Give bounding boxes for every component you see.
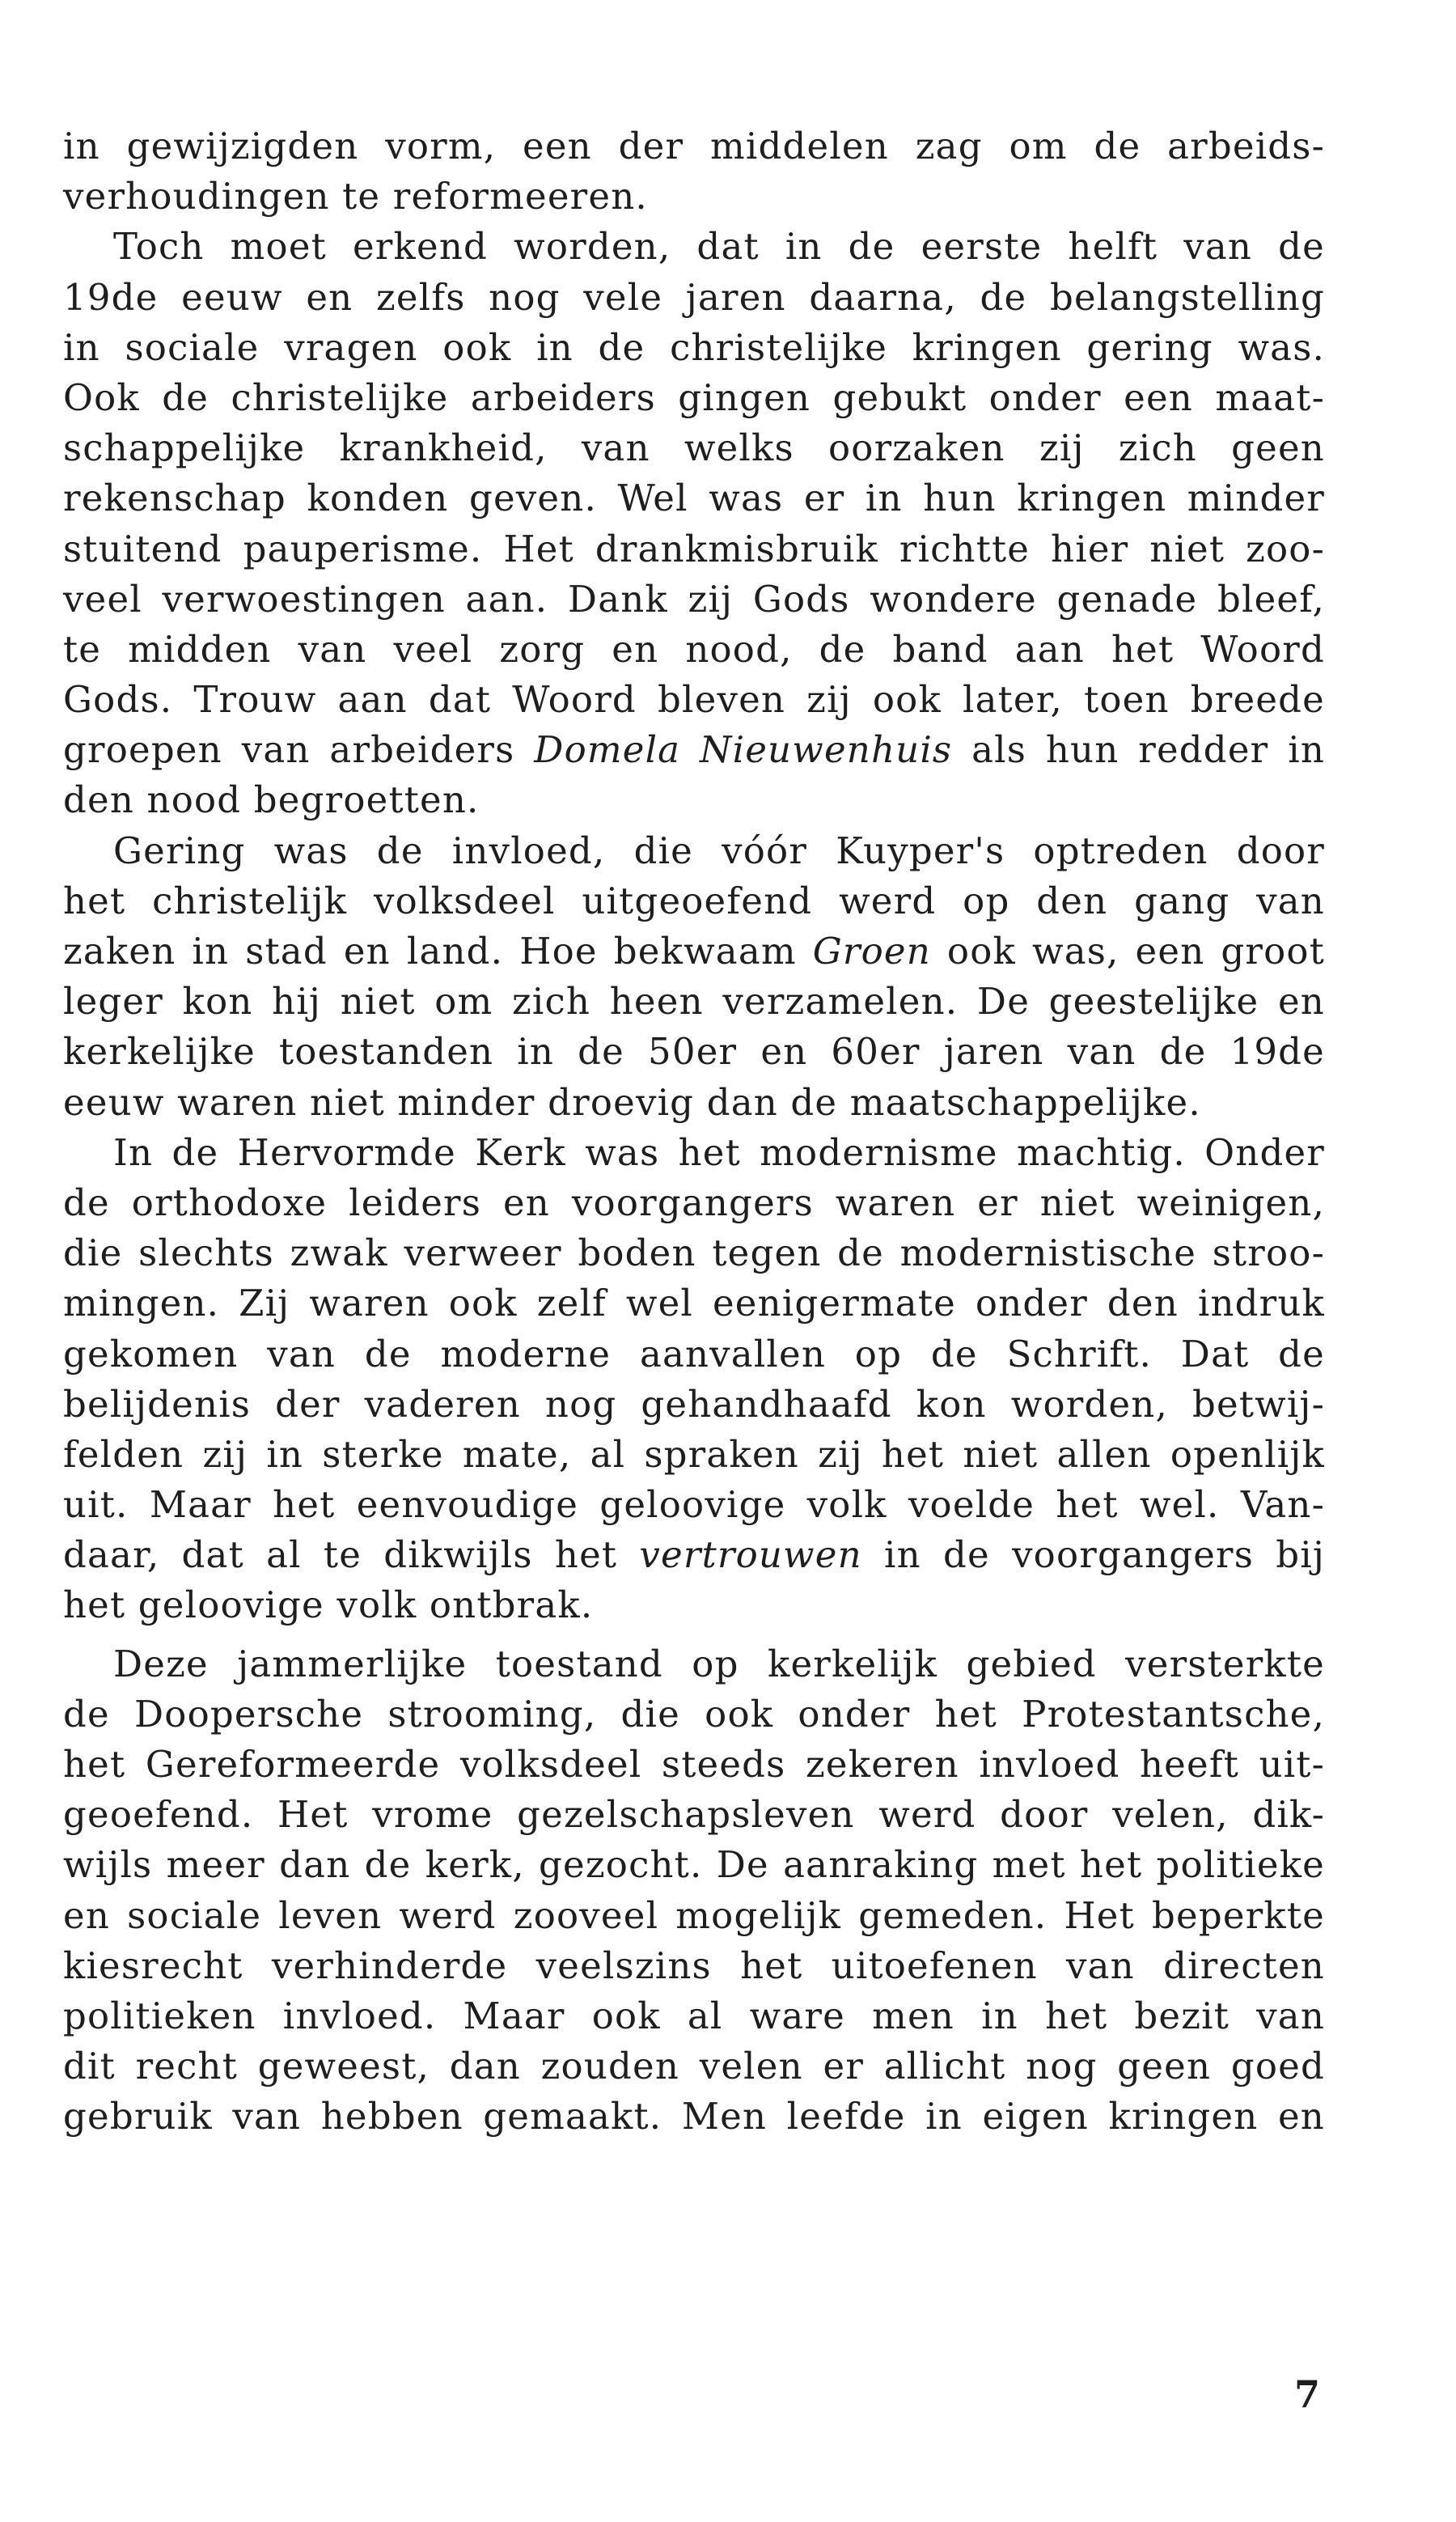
text-line: daar, dat al te dikwijls het vertrouwen in de voorgangers bij (63, 1533, 1326, 1577)
paragraph-5 (63, 1639, 1325, 2143)
paragraph-2 (63, 222, 1325, 825)
text-line: eeuw waren niet minder droevig dan de maatschappelijke. (63, 1080, 1201, 1124)
text-line: de orthodoxe leiders en voorgangers waren er niet weinigen, (63, 1180, 1325, 1224)
text-line: uit. Maar het eenvoudige geloovige volk voelde het wel. Van- (63, 1483, 1325, 1527)
text-line: het Gereformeerde volksdeel steeds zekeren invloed heeft uit- (63, 1743, 1325, 1786)
text-line: in gewijzigden vorm, een der middelen zag om de arbeids- (63, 125, 1325, 167)
text-line: Ook de christelijke arbeiders gingen gebukt onder een maat- (63, 375, 1325, 419)
text-line: felden zij in sterke mate, al spraken zij het niet allen openlijk (63, 1432, 1325, 1476)
text-line: en sociale leven werd zooveel mogelijk gemeden. Het beperkte (63, 1893, 1325, 1937)
text-line: veel verwoestingen aan. Dank zij Gods wondere genade bleef, (63, 577, 1325, 621)
text-line: mingen. Zij waren ook zelf wel eenigermate onder den indruk (63, 1282, 1325, 1325)
paragraph-3 (63, 826, 1325, 1128)
text-line: schappelijke krankheid, van welks oorzaken zij zich geen (63, 426, 1325, 470)
text-line: het christelijk volksdeel uitgeoefend werd op den gang van (63, 879, 1325, 922)
text-line: groepen van arbeiders Domela Nieuwenhuis als hun redder in (63, 728, 1325, 772)
text-line: gebruik van hebben gemaakt. Men leefde in eigen kringen en (63, 2095, 1325, 2138)
text-line: In de Hervormde Kerk was het modernisme machtig. Onder (113, 1130, 1325, 1174)
text-line: de Doopersche strooming, die ook onder het Protestantsche, (63, 1692, 1325, 1736)
text-line: stuitend pauperisme. Het drankmisbruik richtte hier niet zoo- (63, 527, 1325, 570)
text-line: 19de eeuw en zelfs nog vele jaren daarna, de belangstelling (63, 275, 1325, 319)
text-line: wijls meer dan de kerk, gezocht. De aanraking met het politieke (63, 1843, 1325, 1887)
text-line: dit recht geweest, dan zouden velen er allicht nog geen goed (63, 2045, 1325, 2088)
text-line: kiesrecht verhinderde veelszins het uitoefenen van directen (63, 1943, 1325, 1987)
text-line: gekomen van de moderne aanvallen op de Schrift. Dat de (63, 1332, 1325, 1375)
text-line: kerkelijke toestanden in de 50er en 60er jaren van de 19de (63, 1030, 1325, 1074)
text-line: in sociale vragen ook in de christelijke kringen gering was. (63, 325, 1325, 369)
text-line: Gering was de invloed, die vóór Kuyper's optreden door (113, 829, 1325, 872)
text-line: Deze jammerlijke toestand op kerkelijk gebied versterkte (113, 1642, 1325, 1685)
text-line: geoefend. Het vrome gezelschapsleven werd door velen, dik- (63, 1793, 1325, 1837)
body-text (63, 121, 1325, 2143)
page-number: 7 (1293, 2372, 1320, 2416)
text-line: leger kon hij niet om zich heen verzamelen. De geestelijke en (63, 980, 1325, 1024)
text-line: zaken in stad en land. Hoe bekwaam Groen ook was, een groot (63, 930, 1325, 973)
paragraph-1 (63, 121, 1325, 222)
text-line: rekenschap konden geven. Wel was er in hun kringen minder (63, 477, 1325, 520)
text-line: den nood begroetten. (63, 778, 480, 822)
text-line: te midden van veel zorg en nood, de band aan het Woord (63, 627, 1325, 671)
text-line: verhoudingen te reformeeren. (63, 175, 648, 218)
text-line: belijdenis der vaderen nog gehandhaafd kon worden, betwij- (63, 1382, 1325, 1426)
text-line: Gods. Trouw aan dat Woord bleven zij ook later, toen breede (63, 678, 1325, 722)
paragraph-4 (63, 1128, 1325, 1631)
text-line: het geloovige volk ontbrak. (63, 1583, 594, 1627)
text-line: politieken invloed. Maar ook al ware men in het bezit van (63, 1994, 1325, 2037)
text-line: Toch moet erkend worden, dat in de eerste helft van de (113, 225, 1325, 269)
text-line: die slechts zwak verweer boden tegen de modernistische stroo- (63, 1231, 1325, 1275)
